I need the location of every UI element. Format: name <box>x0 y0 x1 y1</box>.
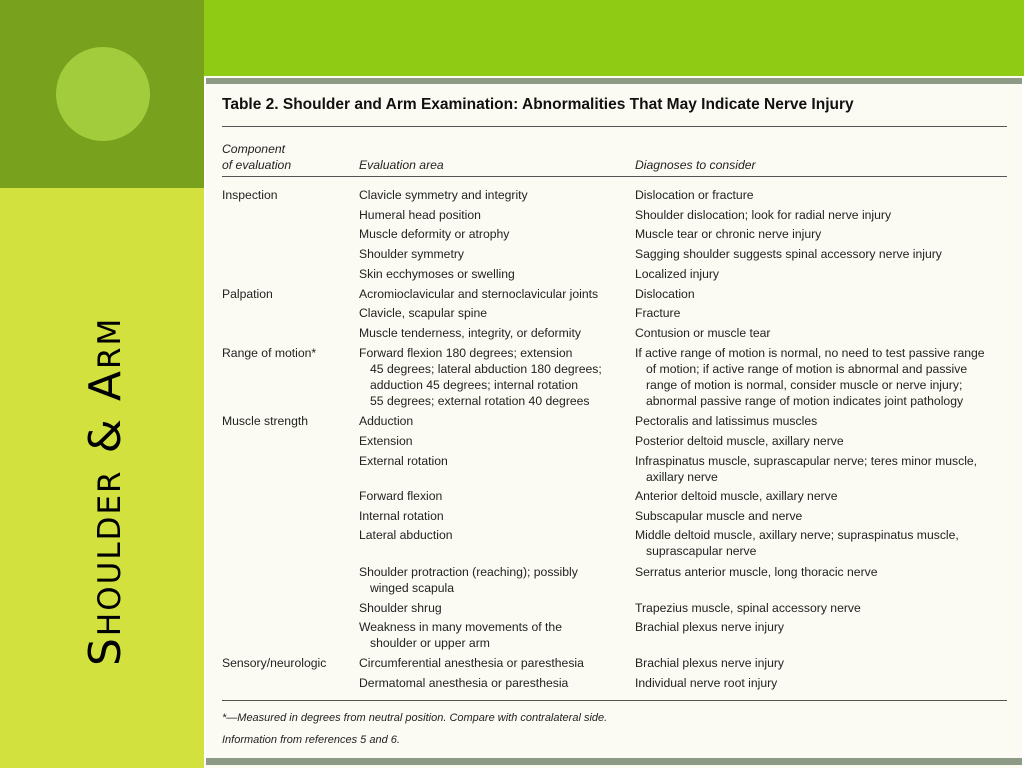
cell-evaluation-area: Circumferential anesthesia or paresthesia <box>359 656 584 670</box>
cell-evaluation-area: Internal rotation <box>359 509 444 523</box>
cell-diagnosis: Localized injury <box>635 267 720 281</box>
cell-evaluation-area: Shoulder symmetry <box>359 247 464 261</box>
slide-title: Shoulder & Arm <box>80 316 131 666</box>
cell-diagnosis: Individual nerve root injury <box>635 676 778 690</box>
cell-component: Inspection <box>222 188 278 202</box>
header-diagnoses: Diagnoses to consider <box>635 158 756 172</box>
cell-diagnosis: abnormal passive range of motion indicates joint pathology <box>646 394 964 408</box>
table-footnote: *—Measured in degrees from neutral position. Compare with contralateral side. <box>222 712 608 724</box>
cell-diagnosis: suprascapular nerve <box>646 544 757 558</box>
cell-evaluation-area: Forward flexion 180 degrees; extension <box>359 346 573 360</box>
table-top-rule <box>222 126 1007 127</box>
cell-diagnosis: Posterior deltoid muscle, axillary nerve <box>635 434 844 448</box>
header-component-line2: of evaluation <box>222 158 292 172</box>
cell-evaluation-area: Skin ecchymoses or swelling <box>359 267 515 281</box>
panel-bottom-rule <box>206 758 1022 765</box>
cell-evaluation-area: Clavicle symmetry and integrity <box>359 188 528 202</box>
cell-evaluation-area: Muscle deformity or atrophy <box>359 227 510 241</box>
cell-evaluation-area: Forward flexion <box>359 489 443 503</box>
header-component-line1: Component <box>222 142 286 156</box>
cell-diagnosis: Brachial plexus nerve injury <box>635 656 785 670</box>
cell-diagnosis: of motion; if active range of motion is abnormal and passive <box>646 362 968 376</box>
cell-evaluation-area: Dermatomal anesthesia or paresthesia <box>359 676 569 690</box>
cell-evaluation-area: Shoulder protraction (reaching); possibly <box>359 565 578 579</box>
cell-evaluation-area: Lateral abduction <box>359 528 453 542</box>
cell-diagnosis: Middle deltoid muscle, axillary nerve; supraspinatus muscle, <box>635 528 959 542</box>
cell-diagnosis: Brachial plexus nerve injury <box>635 620 785 634</box>
content-panel <box>204 76 1022 768</box>
cell-evaluation-area: Adduction <box>359 414 414 428</box>
header-evaluation-area: Evaluation area <box>359 158 444 172</box>
table-source: Information from references 5 and 6. <box>222 734 400 746</box>
cell-diagnosis: Serratus anterior muscle, long thoracic nerve <box>635 565 878 579</box>
cell-component: Sensory/neurologic <box>222 656 327 670</box>
cell-diagnosis: Dislocation <box>635 287 695 301</box>
cell-evaluation-area: adduction 45 degrees; internal rotation <box>370 378 579 392</box>
header-rule <box>222 176 1007 177</box>
cell-evaluation-area: 45 degrees; lateral abduction 180 degrees; <box>370 362 602 376</box>
panel-top-rule <box>206 78 1022 84</box>
cell-evaluation-area: Extension <box>359 434 413 448</box>
cell-diagnosis: axillary nerve <box>646 470 718 484</box>
cell-component: Palpation <box>222 287 273 301</box>
cell-evaluation-area: Shoulder shrug <box>359 601 442 615</box>
cell-diagnosis: If active range of motion is normal, no need to test passive range <box>635 346 985 360</box>
cell-component: Range of motion* <box>222 346 317 360</box>
cell-evaluation-area: 55 degrees; external rotation 40 degrees <box>370 394 590 408</box>
cell-diagnosis: Subscapular muscle and nerve <box>635 509 803 523</box>
table-title: Table 2. Shoulder and Arm Examination: Abnormalities That May Indicate Nerve Injury <box>222 96 854 113</box>
cell-diagnosis: range of motion is normal, consider muscle or nerve injury; <box>646 378 963 392</box>
cell-diagnosis: Muscle tear or chronic nerve injury <box>635 227 822 241</box>
cell-diagnosis: Trapezius muscle, spinal accessory nerve <box>635 601 861 615</box>
cell-diagnosis: Contusion or muscle tear <box>635 326 771 340</box>
cell-evaluation-area: Muscle tenderness, integrity, or deformity <box>359 326 581 340</box>
cell-evaluation-area: Acromioclavicular and sternoclavicular joints <box>359 287 599 301</box>
decor-circle <box>56 47 150 141</box>
decor-top-band <box>204 0 1024 76</box>
cell-diagnosis: Anterior deltoid muscle, axillary nerve <box>635 489 838 503</box>
cell-diagnosis: Shoulder dislocation; look for radial nerve injury <box>635 208 892 222</box>
cell-component: Muscle strength <box>222 414 309 428</box>
cell-diagnosis: Pectoralis and latissimus muscles <box>635 414 818 428</box>
cell-evaluation-area: External rotation <box>359 454 448 468</box>
cell-evaluation-area: Clavicle, scapular spine <box>359 306 488 320</box>
cell-diagnosis: Infraspinatus muscle, suprascapular nerve; teres minor muscle, <box>635 454 978 468</box>
cell-diagnosis: Sagging shoulder suggests spinal accessory nerve injury <box>635 247 942 261</box>
cell-evaluation-area: Humeral head position <box>359 208 481 222</box>
table-bottom-rule <box>222 700 1007 701</box>
panel-edge <box>204 76 206 768</box>
cell-diagnosis: Dislocation or fracture <box>635 188 754 202</box>
cell-diagnosis: Fracture <box>635 306 681 320</box>
cell-evaluation-area: Weakness in many movements of the <box>359 620 562 634</box>
cell-evaluation-area: shoulder or upper arm <box>370 636 490 650</box>
cell-evaluation-area: winged scapula <box>370 581 455 595</box>
